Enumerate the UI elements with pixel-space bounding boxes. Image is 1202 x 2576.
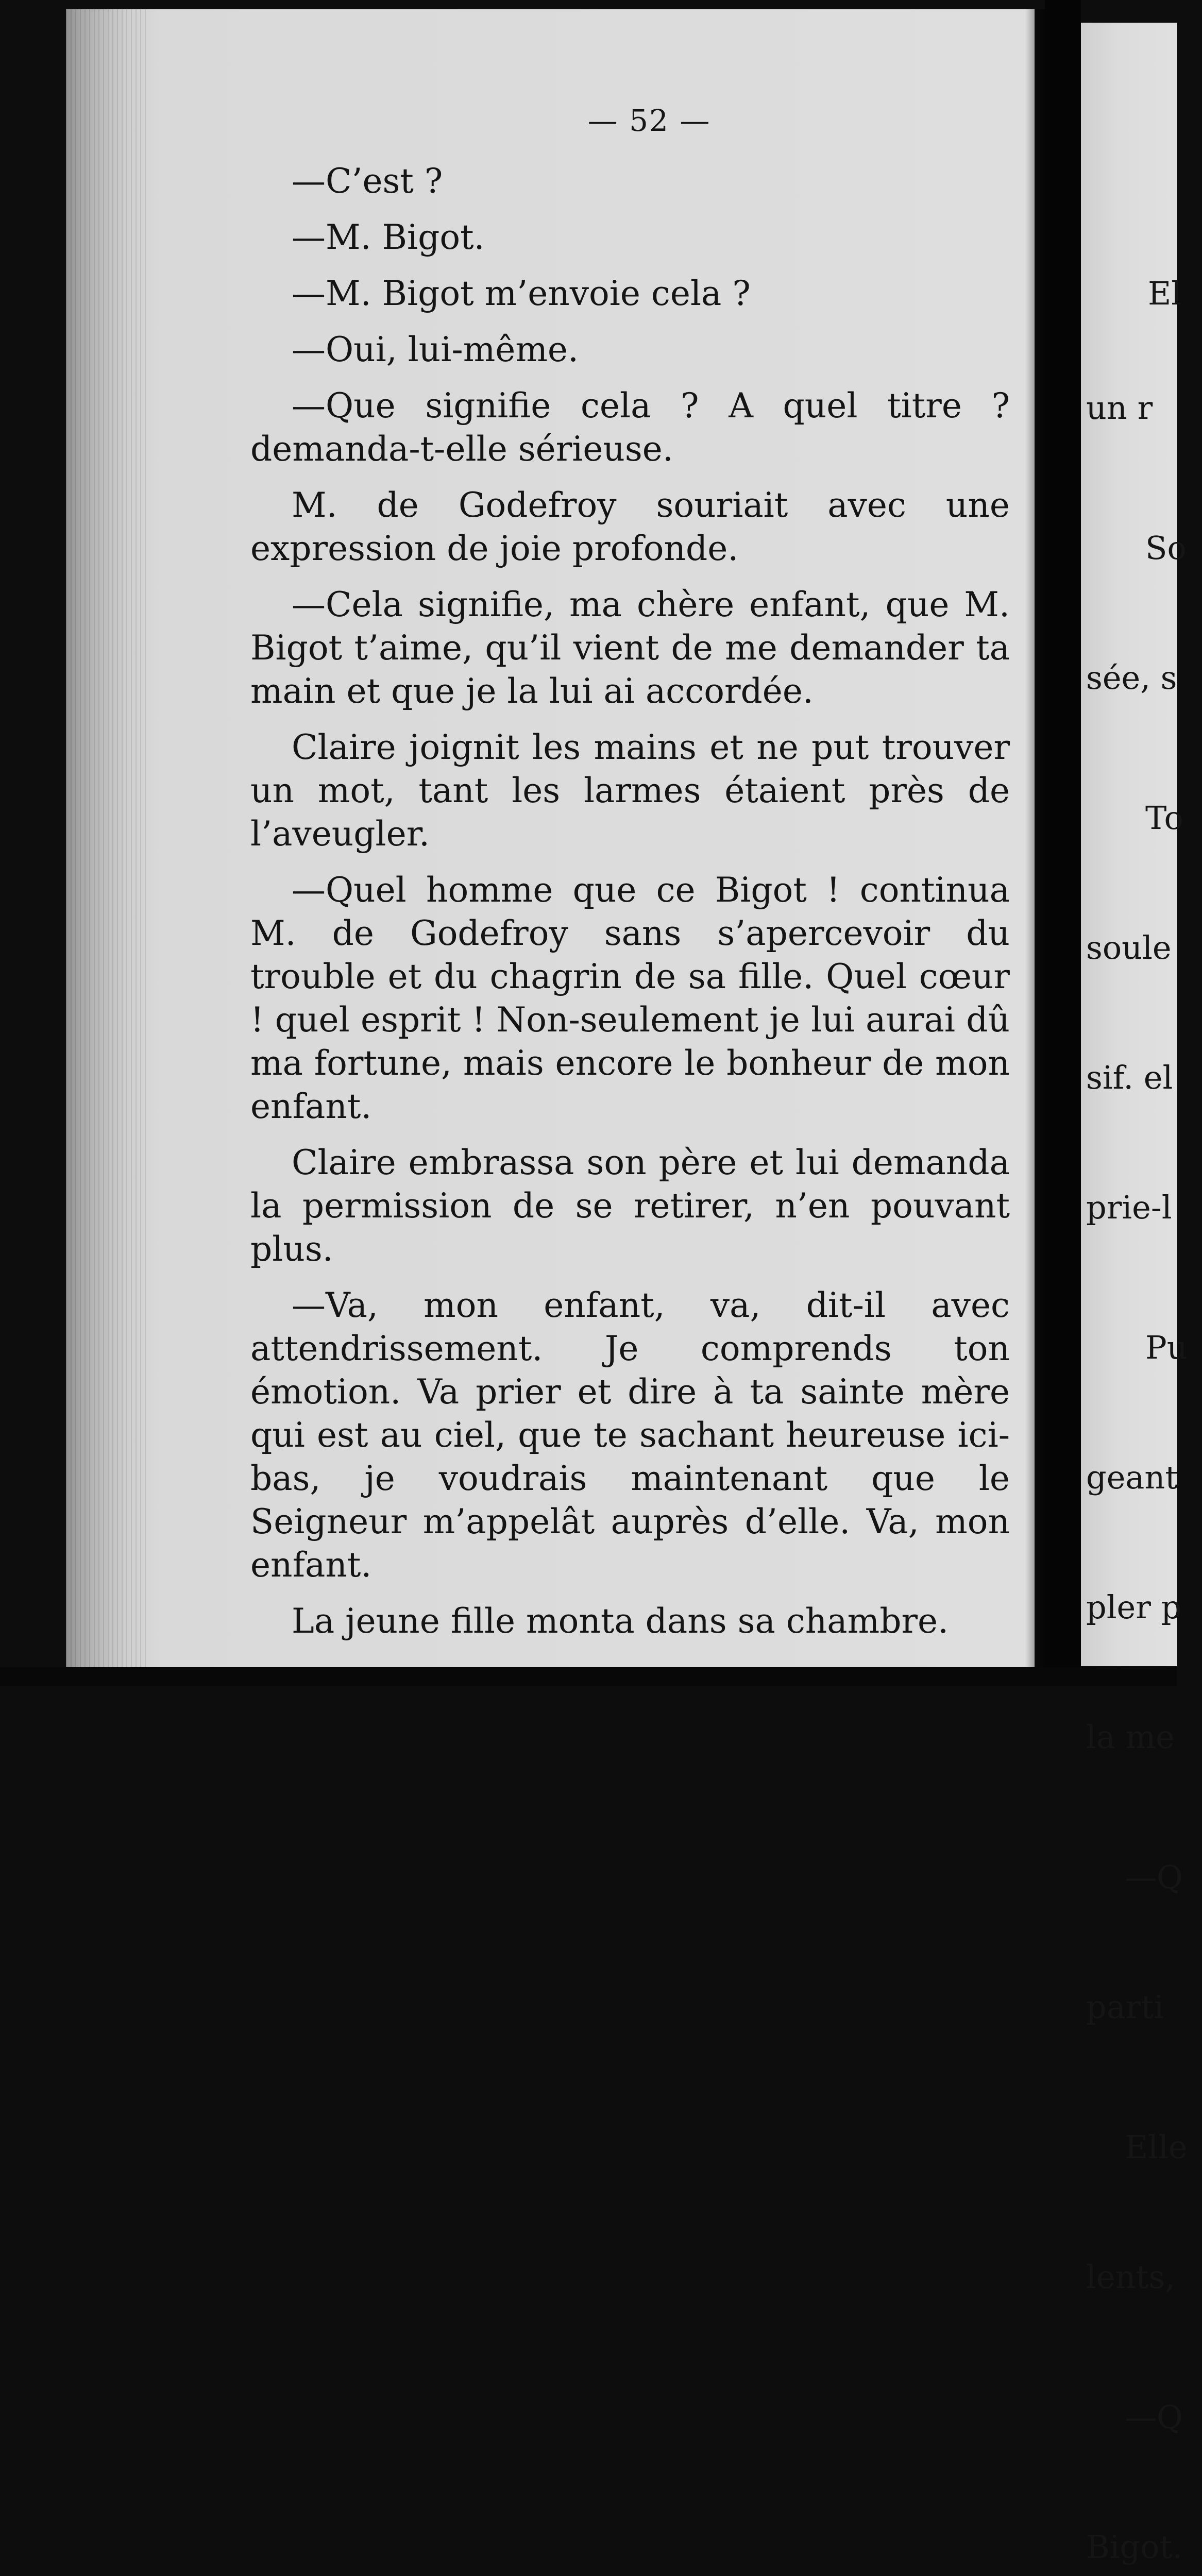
paragraph: —C’est ? (292, 161, 443, 201)
left-page-text (250, 160, 1010, 1656)
right-line: To (1145, 799, 1183, 837)
paragraph: —Cela signifie, ma chère enfant, que M. Bigot t’aime, qu’il vient de me demander ta main et que je la lui ai accordée. (250, 585, 1010, 711)
paragraph: —Quel homme que ce Bigot ! continua M. de Godefroy sans s’apercevoir du trouble et du chagrin de sa fille. Quel cœur ! quel esprit ! Non-seulement je lui aurai dû ma fortune, mais encore le bonheur de mon enfant. (250, 870, 1010, 1126)
right-line: Bigot. (1086, 2528, 1183, 2566)
paragraph: —Oui, lui-même. (292, 330, 579, 369)
right-page-text (1086, 185, 1188, 2576)
right-line: sée, s (1086, 659, 1177, 697)
right-line: un r (1086, 389, 1153, 427)
right-line: lents, (1086, 2258, 1175, 2296)
paragraph: —Que signifie cela ? A quel titre ? demanda-t-elle sérieuse. (250, 386, 1010, 469)
right-line: sif. el (1086, 1059, 1173, 1096)
paragraph: Claire embrassa son père et lui demanda la permission de se retirer, n’en pouvant plus. (250, 1143, 1010, 1269)
right-line: la me (1086, 1718, 1175, 1756)
right-line: pler p (1086, 1588, 1182, 1626)
right-line: El (1148, 275, 1182, 312)
page-edges (66, 9, 148, 1667)
right-line: —Q (1125, 1858, 1183, 1896)
right-line: Elle (1125, 2128, 1188, 2166)
paragraph: La jeune fille monta dans sa chambre. (292, 1601, 949, 1641)
page-number: — 52 — (587, 103, 711, 138)
right-line: soule (1086, 929, 1172, 967)
paragraph: —Va, mon enfant, va, dit-il avec attendrissement. Je comprends ton émotion. Va prier et dire à ta sainte mère qui est au ciel, que te sachant heureuse ici-bas, je voudrais maintenant que le Seigneur m’appelât auprès d’elle. Va, mon enfant. (250, 1285, 1010, 1585)
paragraph: —M. Bigot m’envoie cela ? (292, 274, 751, 313)
paragraph: M. de Godefroy souriait avec une expression de joie profonde. (250, 485, 1010, 568)
paragraph: Claire joignit les mains et ne put trouver un mot, tant les larmes étaient près de l’aveugler. (250, 727, 1010, 854)
page-fold-shadow (1025, 9, 1046, 1667)
right-line: geant (1086, 1459, 1178, 1496)
book-gutter (1045, 0, 1081, 1686)
right-line: prie-l (1086, 1189, 1172, 1226)
right-line: —Q (1125, 2398, 1183, 2436)
right-line: Pu (1145, 1329, 1188, 1366)
right-line: parti (1086, 1988, 1164, 2026)
scan-border (0, 1667, 1177, 1686)
right-line: So (1145, 529, 1187, 567)
paragraph: —M. Bigot. (292, 217, 485, 257)
